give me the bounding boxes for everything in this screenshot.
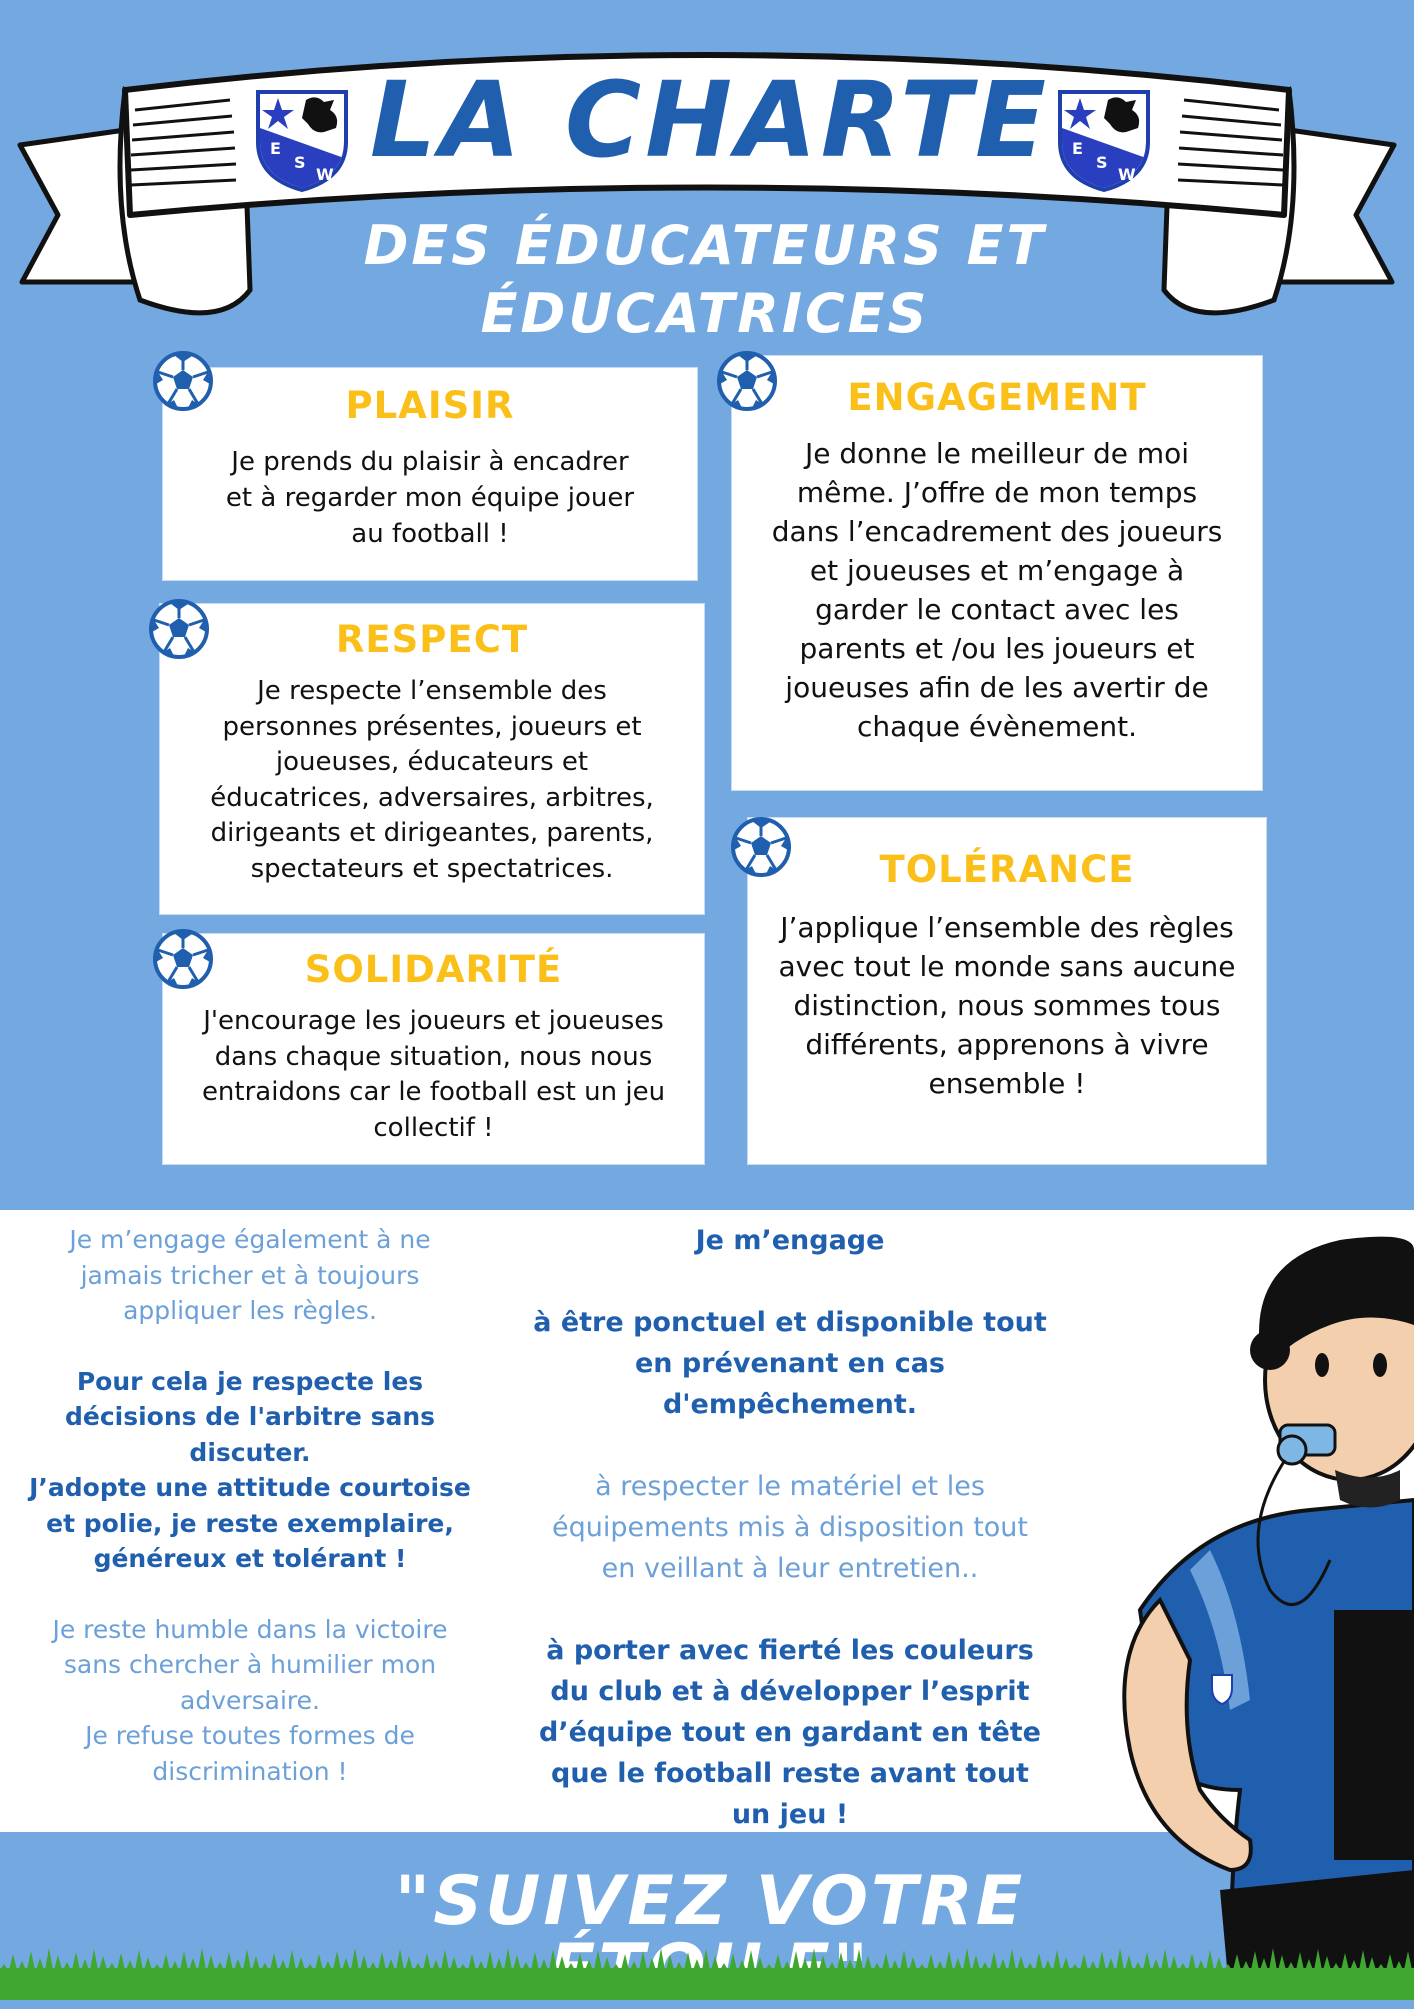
text-line: Je m’engage également à ne xyxy=(69,1225,431,1254)
text-line: d’équipe tout en gardant en tête xyxy=(539,1717,1041,1748)
text-line: J’applique l’ensemble des règles xyxy=(780,911,1234,944)
text-line: du club et à développer l’esprit xyxy=(550,1676,1030,1707)
text-line: généreux et tolérant ! xyxy=(93,1544,407,1573)
card-solidarite xyxy=(163,934,704,1164)
club-crest-logo-left xyxy=(254,88,350,194)
text-line: dans chaque situation, nous nous xyxy=(214,1041,653,1072)
club-slogan: "SUIVEZ VOTRE xyxy=(394,1862,1026,1941)
text-line: d'empêchement. xyxy=(662,1389,918,1420)
card-text xyxy=(191,1004,676,1146)
text-line: et polie, je reste exemplaire, xyxy=(46,1508,454,1538)
card-text xyxy=(760,434,1234,746)
text-line: éducatrices, adversaires, arbitres, xyxy=(210,782,654,813)
svg-text:W: W xyxy=(1118,165,1136,184)
paragraph xyxy=(20,1612,480,1790)
text-line: discrimination ! xyxy=(152,1756,348,1786)
card-text xyxy=(188,674,676,887)
svg-text:E: E xyxy=(270,139,281,158)
text-line: à être ponctuel et disponible tout xyxy=(533,1307,1047,1338)
text-line: entraidons car le football est un jeu xyxy=(201,1077,666,1107)
text-line: adversaire. xyxy=(180,1685,320,1715)
text-line: dirigeants et dirigeantes, parents, xyxy=(210,818,654,848)
text-line: joueuses, éducateurs et xyxy=(275,747,589,777)
card-plaisir xyxy=(163,368,697,580)
paragraph xyxy=(520,1466,1060,1589)
text-line: dans l’encadrement des joueurs xyxy=(771,515,1223,548)
paragraph xyxy=(20,1364,480,1577)
subtitle-line: ÉDUCATRICES xyxy=(480,282,930,345)
soccer-ball-icon xyxy=(716,350,778,412)
text-line: équipements mis à disposition tout xyxy=(552,1512,1028,1543)
soccer-ball-icon xyxy=(148,598,210,660)
text-line: Je reste humble dans la victoire xyxy=(52,1614,448,1644)
text-line: chaque évènement. xyxy=(856,710,1138,743)
text-line: décisions de l'arbitre sans xyxy=(64,1402,436,1431)
center-commitments-column xyxy=(520,1220,1060,1835)
text-line: Je prends du plaisir à encadrer xyxy=(231,447,629,477)
subtitle-line: DES ÉDUCATEURS ET xyxy=(363,214,1047,277)
card-title: TOLÉRANCE xyxy=(879,848,1135,891)
svg-text:W: W xyxy=(316,165,334,184)
text-line: Je respecte l’ensemble des xyxy=(257,676,607,706)
text-line: J’adopte une attitude courtoise xyxy=(29,1473,471,1502)
text-line: différents, apprenons à vivre xyxy=(805,1028,1209,1061)
paragraph xyxy=(520,1302,1060,1425)
text-line: parents et /ou les joueurs et xyxy=(799,632,1195,665)
card-respect xyxy=(160,604,704,914)
text-line: en prévenant en cas xyxy=(635,1348,945,1379)
text-line: en veillant à leur entretien.. xyxy=(601,1553,979,1584)
soccer-ball-icon xyxy=(152,350,214,412)
text-line: que le football reste avant tout xyxy=(551,1758,1029,1789)
text-line: Je donne le meilleur de moi xyxy=(804,437,1190,470)
card-text xyxy=(191,444,669,552)
soccer-ball-icon xyxy=(152,928,214,990)
column-heading: Je m’engage xyxy=(695,1225,885,1256)
card-tolerance xyxy=(748,818,1266,1164)
text-line: et joueuses et m’engage à xyxy=(809,554,1185,587)
svg-text:E: E xyxy=(1072,139,1083,158)
text-line: joueuses afin de les avertir de xyxy=(785,671,1209,704)
text-line: avec tout le monde sans aucune xyxy=(778,950,1236,983)
svg-text:S: S xyxy=(294,153,306,172)
page-title: LA CHARTE xyxy=(369,59,1051,181)
text-line: à porter avec fierté les couleurs xyxy=(546,1635,1034,1666)
card-text xyxy=(776,908,1238,1103)
text-line: à respecter le matériel et les xyxy=(595,1471,985,1502)
text-line: et à regarder mon équipe jouer xyxy=(225,483,635,513)
text-line: ensemble ! xyxy=(928,1067,1086,1100)
left-commitments-column xyxy=(20,1222,480,1789)
text-line: un jeu ! xyxy=(731,1799,849,1830)
text-line: discuter. xyxy=(189,1437,311,1467)
card-engagement xyxy=(732,356,1262,790)
card-title: PLAISIR xyxy=(345,384,515,427)
text-line: garder le contact avec les xyxy=(815,593,1179,626)
paragraph xyxy=(20,1222,480,1329)
text-line: appliquer les règles. xyxy=(123,1296,377,1325)
text-line: sans chercher à humilier mon xyxy=(63,1650,437,1679)
text-line: jamais tricher et à toujours xyxy=(80,1260,420,1290)
card-title: RESPECT xyxy=(335,618,529,661)
text-line: même. J’offre de mon temps xyxy=(796,476,1198,509)
card-title: ENGAGEMENT xyxy=(847,376,1147,419)
grass-decoration xyxy=(0,1948,1414,2000)
text-line: au football ! xyxy=(351,519,509,549)
text-line: Je refuse toutes formes de xyxy=(85,1721,415,1750)
text-line: spectateurs et spectatrices. xyxy=(250,853,614,884)
paragraph xyxy=(520,1630,1060,1835)
text-line: personnes présentes, joueurs et xyxy=(222,711,642,742)
page-subtitle xyxy=(300,212,1110,348)
soccer-ball-icon xyxy=(730,816,792,878)
text-line: collectif ! xyxy=(373,1112,494,1143)
text-line: Pour cela je respecte les xyxy=(76,1366,424,1396)
text-line: J'encourage les joueurs et joueuses xyxy=(203,1006,664,1036)
club-crest-logo-right xyxy=(1056,88,1152,194)
svg-text:S: S xyxy=(1096,153,1108,172)
text-line: distinction, nous sommes tous xyxy=(793,989,1221,1022)
card-title: SOLIDARITÉ xyxy=(304,948,563,991)
